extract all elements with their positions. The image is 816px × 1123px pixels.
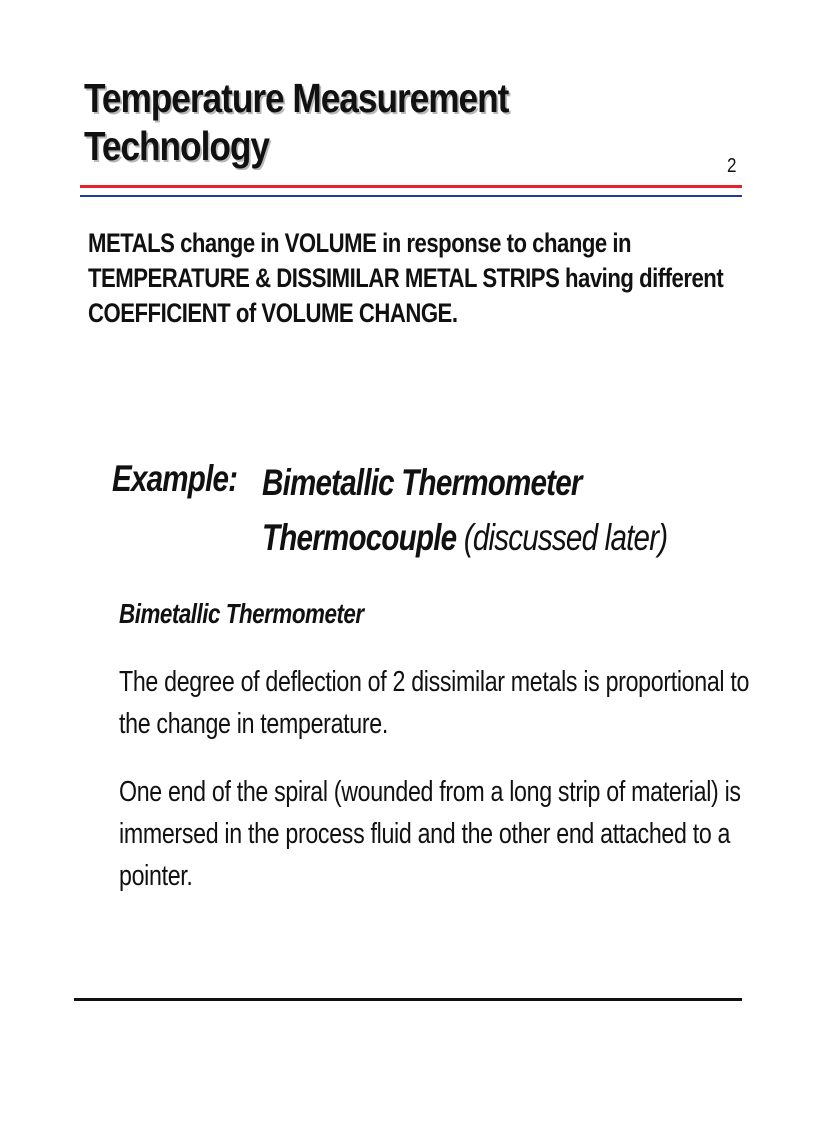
intro-line: COEFFICIENT of VOLUME CHANGE. [88,298,458,328]
header-rule-red [80,185,742,188]
paragraph-line: The degree of deflection of 2 dissimilar metals is proportional to [119,666,750,698]
example-item-thermocouple-name: Thermocouple [262,517,457,558]
paragraph-spiral [119,771,741,897]
example-item-thermocouple-note: (discussed later) [456,517,668,558]
paragraph-line: pointer. [119,860,193,892]
header-rule-blue [80,195,742,197]
section-subheading: Bimetallic Thermometer [119,598,364,629]
paragraph-deflection [119,661,749,745]
footer-rule [74,998,742,1001]
slide-title-line: Technology [84,123,269,169]
paragraph-line: immersed in the process fluid and the other end attached to a [119,818,731,850]
paragraph-line: One end of the spiral (wounded from a long strip of material) is [119,776,741,808]
example-item-bimetallic: Bimetallic Thermometer [262,462,582,503]
paragraph-line: the change in temperature. [119,708,388,740]
example-item-thermocouple [262,510,667,565]
example-items [262,455,667,565]
page-number: 2 [727,155,737,177]
intro-line: METALS change in VOLUME in response to change in [88,228,632,258]
intro-line: TEMPERATURE & DISSIMILAR METAL STRIPS having different [88,263,724,293]
example-label: Example: [112,458,238,499]
slide-title-line: Temperature Measurement [84,75,509,121]
slide-title [84,74,508,170]
intro-statement [88,226,723,331]
